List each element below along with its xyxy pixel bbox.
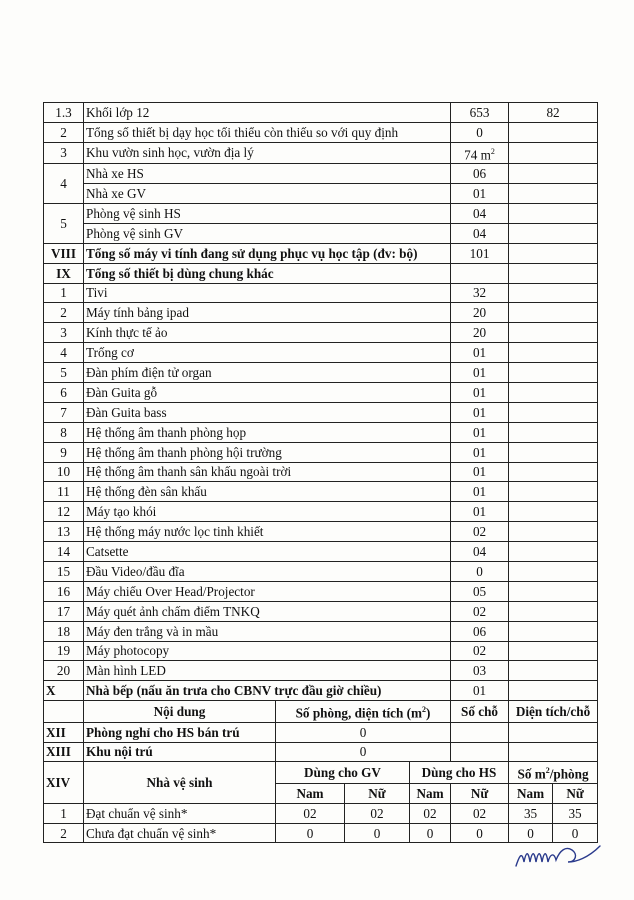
row-value: 32 <box>451 283 509 303</box>
row-value: 01 <box>451 402 509 422</box>
section-title: Tổng số máy vi tính đang sử dụng phục vụ học tập (đv: bộ) <box>84 243 451 263</box>
equipment-row <box>44 303 598 323</box>
row-number: 1.3 <box>44 103 84 123</box>
row-content: Hệ thống âm thanh phòng họp <box>84 422 451 442</box>
row-number: 3 <box>44 142 84 163</box>
header-male: Nam <box>276 783 345 803</box>
header-female: Nữ <box>345 783 410 803</box>
row-value: 05 <box>451 581 509 601</box>
row-value: 01 <box>451 382 509 402</box>
row-extra: 82 <box>509 103 598 123</box>
row-content: Phòng vệ sinh GV <box>84 223 451 243</box>
row-content: Chưa đạt chuẩn vệ sinh* <box>84 823 276 843</box>
row-number: 2 <box>44 823 84 843</box>
row-value: 0 <box>276 742 451 762</box>
table-row <box>44 223 598 243</box>
section-row <box>44 742 598 762</box>
row-content: Máy tính bảng ipad <box>84 303 451 323</box>
equipment-row <box>44 621 598 641</box>
equipment-row <box>44 542 598 562</box>
row-number: 7 <box>44 402 84 422</box>
row-number: 3 <box>44 323 84 343</box>
row-value: 35 <box>509 803 553 823</box>
row-number: 12 <box>44 502 84 522</box>
row-extra <box>509 502 598 522</box>
row-content: Máy photocopy <box>84 641 451 661</box>
equipment-list <box>44 283 598 681</box>
row-content: Đàn Guita gỗ <box>84 382 451 402</box>
row-value: 01 <box>451 482 509 502</box>
row-extra <box>509 122 598 142</box>
row-value: 01 <box>451 681 509 701</box>
row-number: 17 <box>44 601 84 621</box>
row-value: 02 <box>451 641 509 661</box>
equipment-row <box>44 661 598 681</box>
section-row <box>44 263 598 283</box>
row-value: 101 <box>451 243 509 263</box>
row-content: Màn hình LED <box>84 661 451 681</box>
table-row <box>44 803 598 823</box>
row-content: Máy chiếu Over Head/Projector <box>84 581 451 601</box>
header-teacher: Dùng cho GV <box>276 762 410 783</box>
section-title: Tổng số thiết bị dùng chung khác <box>84 263 451 283</box>
section-title: Nhà vệ sinh <box>84 762 276 803</box>
row-number: 4 <box>44 164 84 204</box>
row-extra <box>509 243 598 263</box>
row-number: 5 <box>44 203 84 243</box>
row-area <box>509 742 598 762</box>
row-value: 02 <box>451 601 509 621</box>
row-extra <box>509 601 598 621</box>
row-value: 0 <box>410 823 451 843</box>
row-extra <box>509 223 598 243</box>
section-number: XIII <box>44 742 84 762</box>
row-number: 4 <box>44 343 84 363</box>
section-title: Khu nội trú <box>84 742 276 762</box>
table-row <box>44 142 598 163</box>
table-row <box>44 184 598 204</box>
header-rooms: Số phòng, diện tích $(m^2)$ <box>276 701 451 722</box>
header-row <box>44 701 598 722</box>
row-content: Phòng vệ sinh HS <box>84 203 451 223</box>
section-title: Nhà bếp (nấu ăn trưa cho CBNV trực đầu giờ chiều) <box>84 681 451 701</box>
row-value: 0 <box>553 823 598 843</box>
row-value: 04 <box>451 223 509 243</box>
row-extra <box>509 303 598 323</box>
row-value: 06 <box>451 621 509 641</box>
row-value: 01 <box>451 363 509 383</box>
row-content: Đầu Video/đầu đĩa <box>84 561 451 581</box>
equipment-row <box>44 641 598 661</box>
row-content: Hệ thống âm thanh sân khấu ngoài trời <box>84 462 451 482</box>
row-value: 02 <box>345 803 410 823</box>
row-value: 0 <box>345 823 410 843</box>
row-content: Hệ thống đèn sân khấu <box>84 482 451 502</box>
row-content: Tivi <box>84 283 451 303</box>
row-value: 01 <box>451 184 509 204</box>
row-extra <box>509 263 598 283</box>
row-number: 2 <box>44 122 84 142</box>
equipment-row <box>44 363 598 383</box>
header-male: Nam <box>410 783 451 803</box>
row-number: 11 <box>44 482 84 502</box>
row-value: 20 <box>451 323 509 343</box>
row-value: 0 <box>509 823 553 843</box>
row-extra <box>509 382 598 402</box>
row-value: 04 <box>451 542 509 562</box>
row-value: 20 <box>451 303 509 323</box>
header-per-room: Số $m^2$/phòng <box>509 762 598 783</box>
row-content: Hệ thống máy nước lọc tinh khiết <box>84 522 451 542</box>
equipment-row <box>44 581 598 601</box>
row-number: 18 <box>44 621 84 641</box>
header-row <box>44 762 598 783</box>
equipment-row <box>44 402 598 422</box>
section-number: XII <box>44 722 84 742</box>
row-value: 02 <box>451 803 509 823</box>
row-extra <box>509 323 598 343</box>
row-content: Kính thực tế ảo <box>84 323 451 343</box>
row-extra <box>509 561 598 581</box>
row-value: 01 <box>451 442 509 462</box>
row-value: 0 <box>451 823 509 843</box>
row-extra <box>509 522 598 542</box>
equipment-row <box>44 422 598 442</box>
header-beds: Số chỗ <box>451 701 509 722</box>
header-area: Diện tích/chỗ <box>509 701 598 722</box>
row-value: 01 <box>451 502 509 522</box>
row-value: 74 $m^2$ <box>451 142 509 163</box>
row-number: 10 <box>44 462 84 482</box>
equipment-row <box>44 482 598 502</box>
section-number: XIV <box>44 762 84 803</box>
row-extra <box>509 363 598 383</box>
section-number: IX <box>44 263 84 283</box>
equipment-row <box>44 522 598 542</box>
row-content: Đàn Guita bass <box>84 402 451 422</box>
row-extra <box>509 581 598 601</box>
header-student: Dùng cho HS <box>410 762 509 783</box>
section-row <box>44 681 598 701</box>
signature-mark <box>510 832 602 876</box>
section-number: VIII <box>44 243 84 263</box>
section-row <box>44 243 598 263</box>
row-content: Catsette <box>84 542 451 562</box>
row-number: 5 <box>44 363 84 383</box>
row-content: Đạt chuẩn vệ sinh* <box>84 803 276 823</box>
row-content: Khu vườn sinh học, vườn địa lý <box>84 142 451 163</box>
equipment-row <box>44 382 598 402</box>
row-content: Tổng số thiết bị dạy học tối thiểu còn thiếu so với quy định <box>84 122 451 142</box>
row-extra <box>509 482 598 502</box>
section-row <box>44 722 598 742</box>
row-extra <box>509 402 598 422</box>
row-number: 19 <box>44 641 84 661</box>
row-value: 01 <box>451 343 509 363</box>
row-value <box>451 263 509 283</box>
row-content: Khối lớp 12 <box>84 103 451 123</box>
facilities-table <box>43 102 598 843</box>
equipment-row <box>44 462 598 482</box>
equipment-row <box>44 343 598 363</box>
row-value: 0 <box>276 823 345 843</box>
row-value: 0 <box>451 561 509 581</box>
row-value: 0 <box>451 122 509 142</box>
header-male: Nam <box>509 783 553 803</box>
row-content: Đàn phím điện tử organ <box>84 363 451 383</box>
row-extra <box>509 142 598 163</box>
row-extra <box>509 203 598 223</box>
row-content: Máy quét ảnh chấm điểm TNKQ <box>84 601 451 621</box>
header-female: Nữ <box>553 783 598 803</box>
row-beds <box>451 722 509 742</box>
row-value: 02 <box>410 803 451 823</box>
row-content: Trống cơ <box>84 343 451 363</box>
row-value: 01 <box>451 462 509 482</box>
equipment-row <box>44 323 598 343</box>
row-value: 02 <box>276 803 345 823</box>
row-number: 9 <box>44 442 84 462</box>
row-value: 06 <box>451 164 509 184</box>
row-content: Máy tạo khói <box>84 502 451 522</box>
row-value: 653 <box>451 103 509 123</box>
row-value: 02 <box>451 522 509 542</box>
row-number: 1 <box>44 283 84 303</box>
header-blank <box>44 701 84 722</box>
equipment-row <box>44 502 598 522</box>
table-row <box>44 122 598 142</box>
section-title: Phòng nghỉ cho HS bán trú <box>84 722 276 742</box>
row-value: 03 <box>451 661 509 681</box>
row-number: 6 <box>44 382 84 402</box>
table-row <box>44 203 598 223</box>
row-content: Nhà xe HS <box>84 164 451 184</box>
row-extra <box>509 283 598 303</box>
row-extra <box>509 681 598 701</box>
row-value: 04 <box>451 203 509 223</box>
equipment-row <box>44 283 598 303</box>
row-extra <box>509 184 598 204</box>
row-extra <box>509 422 598 442</box>
equipment-row <box>44 442 598 462</box>
row-content: Hệ thống âm thanh phòng hội trường <box>84 442 451 462</box>
row-value: 35 <box>553 803 598 823</box>
table-row <box>44 103 598 123</box>
header-content: Nội dung <box>84 701 276 722</box>
row-number: 13 <box>44 522 84 542</box>
row-area <box>509 722 598 742</box>
row-extra <box>509 442 598 462</box>
row-number: 8 <box>44 422 84 442</box>
row-number: 16 <box>44 581 84 601</box>
section-number: X <box>44 681 84 701</box>
row-content: Máy đen trắng và in mầu <box>84 621 451 641</box>
row-number: 2 <box>44 303 84 323</box>
row-extra <box>509 462 598 482</box>
equipment-row <box>44 601 598 621</box>
row-extra <box>509 343 598 363</box>
row-beds <box>451 742 509 762</box>
row-number: 1 <box>44 803 84 823</box>
row-value: 0 <box>276 722 451 742</box>
row-number: 15 <box>44 561 84 581</box>
header-female: Nữ <box>451 783 509 803</box>
row-number: 20 <box>44 661 84 681</box>
row-value: 01 <box>451 422 509 442</box>
row-extra <box>509 661 598 681</box>
row-extra <box>509 542 598 562</box>
row-extra <box>509 164 598 184</box>
row-extra <box>509 641 598 661</box>
row-content: Nhà xe GV <box>84 184 451 204</box>
table-row <box>44 164 598 184</box>
equipment-row <box>44 561 598 581</box>
row-extra <box>509 621 598 641</box>
row-number: 14 <box>44 542 84 562</box>
